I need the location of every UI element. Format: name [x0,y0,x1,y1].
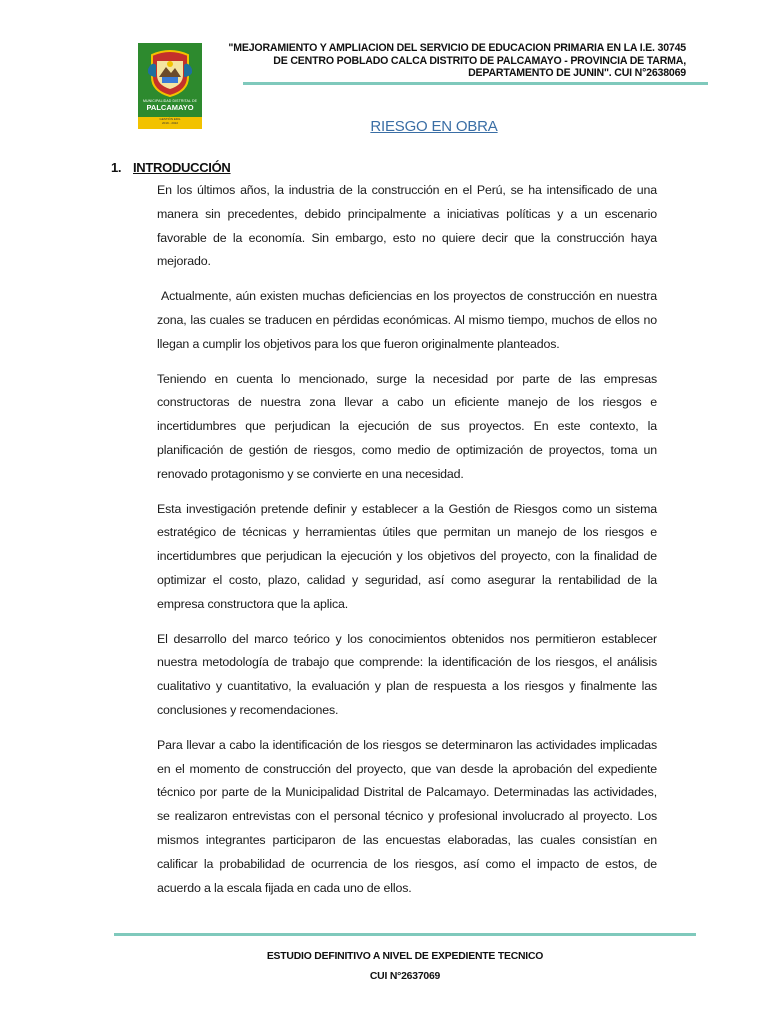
municipality-logo [138,43,202,129]
footer-line-1: ESTUDIO DEFINITIVO A NIVEL DE EXPEDIENTE TECNICO [266,951,544,962]
page-footer [114,947,696,987]
section-number: 1. [111,160,122,175]
municipal-crest-icon [148,47,192,97]
logo-municipality-name: PALCAMAYO [146,103,194,112]
logo-band-line1: GESTIÓN EDIL [159,117,181,121]
project-header [226,42,686,80]
header-line-2: DE CENTRO POBLADO CALCA DISTRITO DE PALCAMAYO - PROVINCIA DE TARMA, [273,54,686,67]
document-title: RIESGO EN OBRA [370,118,498,135]
logo-band-line2: 2019 - 2022 [161,121,178,125]
paragraph: Actualmente, aún existen muchas deficiencias en los proyectos de construcción en nuestra zona, las cuales se traducen en pérdidas económicas. Al mismo tiempo, muchos de ellos no llegan a cumplir los objetivos para los que fueron originalmente planteados. [157,289,657,351]
section-title: INTRODUCCIÓN [133,160,231,175]
footer-divider [114,933,696,936]
document-body [157,179,657,911]
paragraph: El desarrollo del marco teórico y los conocimientos obtenidos nos permitieron establecer nuestra metodología de trabajo que comprende: la identificación de los riesgos, el análisis cualitativo y cuantitativo, la evaluación y plan de respuesta a los riesgos y finalmente las conclusiones y recomendaciones. [157,631,657,717]
header-divider [243,82,708,85]
paragraph: Para llevar a cabo la identificación de los riesgos se determinaron las actividades implicadas en el momento de construcción del proyecto, que van desde la aprobación del expediente técnico por parte de la Municipalidad Distrital de Palcamayo. Determinadas las actividades, se realizaron entrevistas con el personal técnico y profesional involucrado al proyecto. Los mismos integrantes participaron de las encuestas elaboradas, las cuales consistían en calificar la probabilidad de ocurrencia de los riesgos, así como el impacto de estos, de acuerdo a la escala fijada en cada uno de ellos. [157,737,657,895]
header-line-1: "MEJORAMIENTO Y AMPLIACION DEL SERVICIO DE EDUCACION PRIMARIA EN LA I.E. 30745 [228,42,686,54]
paragraph: En los últimos años, la industria de la construcción en el Perú, se ha intensificado de una manera sin precedentes, debido principalmente a iniciativas políticas y a un escenario favorable de la economía. Sin embargo, esto no quiere decir que la construcción haya mejorado. [157,183,657,269]
header-line-3: DEPARTAMENTO DE JUNIN". CUI N°2638069 [468,67,686,80]
footer-line-2: CUI N°2637069 [369,971,441,982]
paragraph: Esta investigación pretende definir y establecer a la Gestión de Riesgos como un sistema estratégico de técnicas y herramientas útiles que permitan un manejo de los riesgos e incertidumbres que perjudican la ejecución y los objetivos del proyecto, con la finalidad de optimizar el costo, plazo, calidad y seguridad, así como asegurar la rentabilidad de la empresa constructora que la aplica. [157,501,657,611]
paragraph: Teniendo en cuenta lo mencionado, surge la necesidad por parte de las empresas constructoras de nuestra zona llevar a cabo un eficiente manejo de los riesgos e incertidumbres que perjudican la ejecución de sus proyectos. En este contexto, la planificación de gestión de riesgos, como medio de optimización de proyectos, toma un renovado protagonismo y se convierte en una necesidad. [157,371,657,481]
logo-caption: MUNICIPALIDAD DISTRITAL DE [142,99,198,103]
section-heading [111,160,231,175]
